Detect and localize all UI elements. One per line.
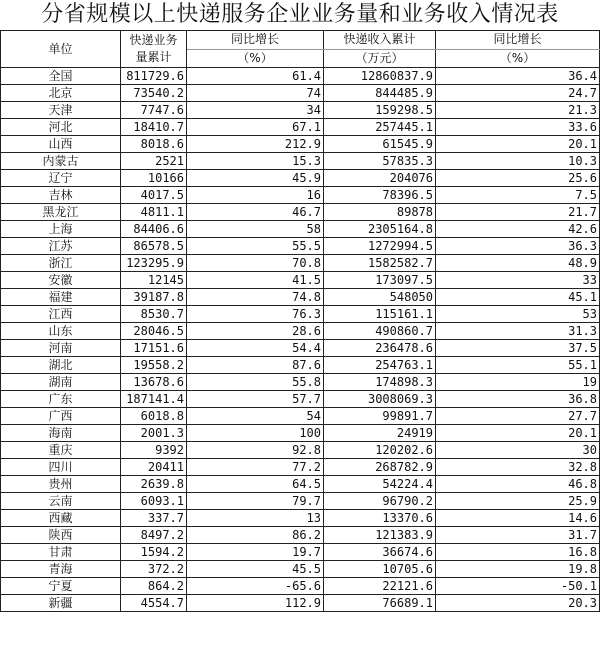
- cell-volume: 372.2: [121, 561, 187, 578]
- header-volume-line1: 快递业务: [129, 33, 178, 47]
- cell-volume-growth: 34: [187, 102, 324, 119]
- header-volume-growth: 同比增长: [187, 31, 324, 50]
- table-row: [1, 323, 600, 340]
- cell-volume: 337.7: [121, 510, 187, 527]
- cell-revenue: 115161.1: [324, 306, 436, 323]
- cell-volume: 864.2: [121, 578, 187, 595]
- cell-region-name: 河南: [1, 340, 121, 357]
- cell-volume: 12145: [121, 272, 187, 289]
- cell-revenue-growth: 48.9: [436, 255, 600, 272]
- table-row: [1, 408, 600, 425]
- table-row: [1, 357, 600, 374]
- cell-volume-growth: 64.5: [187, 476, 324, 493]
- cell-revenue-growth: 27.7: [436, 408, 600, 425]
- header-revenue: 快递收入累计: [324, 31, 436, 50]
- cell-revenue-growth: 55.1: [436, 357, 600, 374]
- cell-volume-growth: 92.8: [187, 442, 324, 459]
- table-row: [1, 561, 600, 578]
- cell-volume: 2639.8: [121, 476, 187, 493]
- cell-volume: 39187.8: [121, 289, 187, 306]
- cell-region-name: 河北: [1, 119, 121, 136]
- cell-region-name: 新疆: [1, 595, 121, 612]
- cell-revenue-growth: 20.3: [436, 595, 600, 612]
- cell-region-name: 内蒙古: [1, 153, 121, 170]
- cell-region-name: 海南: [1, 425, 121, 442]
- cell-volume-growth: 76.3: [187, 306, 324, 323]
- cell-revenue: 57835.3: [324, 153, 436, 170]
- header-volume-growth-unit: （%）: [187, 49, 324, 68]
- table-row: [1, 136, 600, 153]
- cell-volume: 1594.2: [121, 544, 187, 561]
- cell-revenue-growth: 7.5: [436, 187, 600, 204]
- cell-revenue: 174898.3: [324, 374, 436, 391]
- table-row: [1, 595, 600, 612]
- cell-volume-growth: 13: [187, 510, 324, 527]
- table-row: [1, 493, 600, 510]
- table-body: [1, 68, 600, 612]
- cell-region-name: 全国: [1, 68, 121, 85]
- cell-region-name: 甘肃: [1, 544, 121, 561]
- cell-volume-growth: 55.5: [187, 238, 324, 255]
- cell-volume: 18410.7: [121, 119, 187, 136]
- cell-revenue-growth: 31.3: [436, 323, 600, 340]
- cell-volume: 7747.6: [121, 102, 187, 119]
- table-row: [1, 527, 600, 544]
- cell-volume: 4811.1: [121, 204, 187, 221]
- cell-revenue-growth: 19: [436, 374, 600, 391]
- cell-volume-growth: 70.8: [187, 255, 324, 272]
- cell-region-name: 辽宁: [1, 170, 121, 187]
- cell-revenue-growth: 19.8: [436, 561, 600, 578]
- cell-volume-growth: 45.5: [187, 561, 324, 578]
- cell-region-name: 上海: [1, 221, 121, 238]
- cell-region-name: 广西: [1, 408, 121, 425]
- cell-revenue: 1272994.5: [324, 238, 436, 255]
- cell-revenue-growth: 36.8: [436, 391, 600, 408]
- table-row: [1, 544, 600, 561]
- cell-revenue: 22121.6: [324, 578, 436, 595]
- cell-revenue: 12860837.9: [324, 68, 436, 85]
- cell-volume: 9392: [121, 442, 187, 459]
- table-row: [1, 85, 600, 102]
- cell-region-name: 贵州: [1, 476, 121, 493]
- table-row: [1, 153, 600, 170]
- cell-volume-growth: 112.9: [187, 595, 324, 612]
- cell-region-name: 北京: [1, 85, 121, 102]
- cell-revenue: 490860.7: [324, 323, 436, 340]
- cell-revenue-growth: 53: [436, 306, 600, 323]
- cell-revenue-growth: 10.3: [436, 153, 600, 170]
- cell-revenue: 54224.4: [324, 476, 436, 493]
- cell-volume: 6093.1: [121, 493, 187, 510]
- table-row: [1, 68, 600, 85]
- cell-revenue-growth: 33.6: [436, 119, 600, 136]
- cell-volume-growth: 45.9: [187, 170, 324, 187]
- cell-volume: 73540.2: [121, 85, 187, 102]
- cell-region-name: 浙江: [1, 255, 121, 272]
- cell-revenue-growth: 32.8: [436, 459, 600, 476]
- cell-region-name: 天津: [1, 102, 121, 119]
- cell-volume-growth: 55.8: [187, 374, 324, 391]
- cell-region-name: 山东: [1, 323, 121, 340]
- cell-region-name: 青海: [1, 561, 121, 578]
- cell-volume: 84406.6: [121, 221, 187, 238]
- cell-volume-growth: 46.7: [187, 204, 324, 221]
- cell-volume: 4554.7: [121, 595, 187, 612]
- cell-volume-growth: 79.7: [187, 493, 324, 510]
- table-row: [1, 476, 600, 493]
- cell-revenue-growth: 25.6: [436, 170, 600, 187]
- cell-revenue-growth: 46.8: [436, 476, 600, 493]
- cell-region-name: 云南: [1, 493, 121, 510]
- cell-volume: 19558.2: [121, 357, 187, 374]
- cell-revenue-growth: 33: [436, 272, 600, 289]
- table-title: 分省规模以上快递服务企业业务量和业务收入情况表: [41, 2, 559, 27]
- cell-volume: 13678.6: [121, 374, 187, 391]
- cell-revenue: 3008069.3: [324, 391, 436, 408]
- table-row: [1, 238, 600, 255]
- cell-revenue-growth: -50.1: [436, 578, 600, 595]
- cell-revenue: 61545.9: [324, 136, 436, 153]
- table-row: [1, 119, 600, 136]
- cell-volume-growth: 19.7: [187, 544, 324, 561]
- cell-volume: 811729.6: [121, 68, 187, 85]
- cell-revenue-growth: 42.6: [436, 221, 600, 238]
- cell-revenue-growth: 20.1: [436, 425, 600, 442]
- cell-region-name: 西藏: [1, 510, 121, 527]
- cell-volume-growth: 54: [187, 408, 324, 425]
- table-row: [1, 170, 600, 187]
- cell-volume-growth: 74: [187, 85, 324, 102]
- cell-revenue: 120202.6: [324, 442, 436, 459]
- cell-volume: 8018.6: [121, 136, 187, 153]
- cell-revenue: 268782.9: [324, 459, 436, 476]
- table-row: [1, 204, 600, 221]
- cell-region-name: 黑龙江: [1, 204, 121, 221]
- cell-revenue: 173097.5: [324, 272, 436, 289]
- header-revenue-unit: （万元）: [324, 49, 436, 68]
- cell-revenue: 236478.6: [324, 340, 436, 357]
- table-row: [1, 510, 600, 527]
- cell-volume: 10166: [121, 170, 187, 187]
- table-row: [1, 272, 600, 289]
- cell-volume-growth: 87.6: [187, 357, 324, 374]
- express-statistics-table: [0, 30, 600, 612]
- cell-revenue: 121383.9: [324, 527, 436, 544]
- cell-volume-growth: 77.2: [187, 459, 324, 476]
- cell-volume: 17151.6: [121, 340, 187, 357]
- cell-revenue-growth: 36.3: [436, 238, 600, 255]
- header-revenue-growth: 同比增长: [436, 31, 600, 50]
- table-row: [1, 391, 600, 408]
- table-row: [1, 340, 600, 357]
- cell-region-name: 吉林: [1, 187, 121, 204]
- cell-revenue: 10705.6: [324, 561, 436, 578]
- cell-revenue: 159298.5: [324, 102, 436, 119]
- cell-volume: 6018.8: [121, 408, 187, 425]
- cell-volume-growth: -65.6: [187, 578, 324, 595]
- table-row: [1, 425, 600, 442]
- table-row: [1, 187, 600, 204]
- cell-region-name: 陕西: [1, 527, 121, 544]
- cell-volume: 86578.5: [121, 238, 187, 255]
- cell-volume: 123295.9: [121, 255, 187, 272]
- cell-volume: 187141.4: [121, 391, 187, 408]
- cell-volume-growth: 16: [187, 187, 324, 204]
- cell-volume: 2001.3: [121, 425, 187, 442]
- cell-revenue-growth: 36.4: [436, 68, 600, 85]
- cell-volume-growth: 61.4: [187, 68, 324, 85]
- cell-volume: 8530.7: [121, 306, 187, 323]
- table-row: [1, 442, 600, 459]
- cell-revenue: 2305164.8: [324, 221, 436, 238]
- header-unit: 单位: [1, 31, 121, 68]
- cell-volume-growth: 41.5: [187, 272, 324, 289]
- cell-region-name: 江西: [1, 306, 121, 323]
- cell-revenue: 24919: [324, 425, 436, 442]
- header-volume: [121, 31, 187, 68]
- cell-revenue-growth: 45.1: [436, 289, 600, 306]
- cell-revenue: 96790.2: [324, 493, 436, 510]
- cell-revenue-growth: 24.7: [436, 85, 600, 102]
- cell-revenue: 844485.9: [324, 85, 436, 102]
- cell-revenue: 13370.6: [324, 510, 436, 527]
- cell-revenue: 89878: [324, 204, 436, 221]
- cell-revenue: 204076: [324, 170, 436, 187]
- cell-revenue-growth: 25.9: [436, 493, 600, 510]
- cell-region-name: 重庆: [1, 442, 121, 459]
- cell-volume-growth: 28.6: [187, 323, 324, 340]
- cell-region-name: 湖南: [1, 374, 121, 391]
- cell-volume: 2521: [121, 153, 187, 170]
- cell-volume: 28046.5: [121, 323, 187, 340]
- table-row: [1, 255, 600, 272]
- cell-volume-growth: 100: [187, 425, 324, 442]
- cell-volume-growth: 15.3: [187, 153, 324, 170]
- table-row: [1, 459, 600, 476]
- cell-volume: 8497.2: [121, 527, 187, 544]
- cell-volume: 4017.5: [121, 187, 187, 204]
- cell-revenue-growth: 21.3: [436, 102, 600, 119]
- cell-revenue-growth: 21.7: [436, 204, 600, 221]
- cell-revenue-growth: 20.1: [436, 136, 600, 153]
- header-volume-line2: 量累计: [135, 50, 172, 64]
- cell-region-name: 宁夏: [1, 578, 121, 595]
- cell-revenue: 76689.1: [324, 595, 436, 612]
- table-row: [1, 578, 600, 595]
- cell-revenue: 254763.1: [324, 357, 436, 374]
- cell-revenue-growth: 16.8: [436, 544, 600, 561]
- cell-revenue-growth: 14.6: [436, 510, 600, 527]
- cell-volume-growth: 58: [187, 221, 324, 238]
- cell-revenue: 78396.5: [324, 187, 436, 204]
- cell-revenue: 548050: [324, 289, 436, 306]
- cell-region-name: 安徽: [1, 272, 121, 289]
- cell-revenue: 257445.1: [324, 119, 436, 136]
- cell-region-name: 广东: [1, 391, 121, 408]
- table-row: [1, 306, 600, 323]
- cell-volume-growth: 74.8: [187, 289, 324, 306]
- cell-revenue: 1582582.7: [324, 255, 436, 272]
- cell-revenue: 99891.7: [324, 408, 436, 425]
- table-row: [1, 374, 600, 391]
- cell-region-name: 江苏: [1, 238, 121, 255]
- cell-volume-growth: 67.1: [187, 119, 324, 136]
- table-row: [1, 221, 600, 238]
- cell-revenue-growth: 37.5: [436, 340, 600, 357]
- table-row: [1, 289, 600, 306]
- cell-volume-growth: 86.2: [187, 527, 324, 544]
- cell-volume-growth: 57.7: [187, 391, 324, 408]
- cell-region-name: 福建: [1, 289, 121, 306]
- cell-volume-growth: 212.9: [187, 136, 324, 153]
- cell-revenue-growth: 30: [436, 442, 600, 459]
- cell-volume-growth: 54.4: [187, 340, 324, 357]
- cell-revenue-growth: 31.7: [436, 527, 600, 544]
- cell-region-name: 山西: [1, 136, 121, 153]
- cell-region-name: 四川: [1, 459, 121, 476]
- table-row: [1, 102, 600, 119]
- cell-region-name: 湖北: [1, 357, 121, 374]
- cell-volume: 20411: [121, 459, 187, 476]
- header-revenue-growth-unit: （%）: [436, 49, 600, 68]
- cell-revenue: 36674.6: [324, 544, 436, 561]
